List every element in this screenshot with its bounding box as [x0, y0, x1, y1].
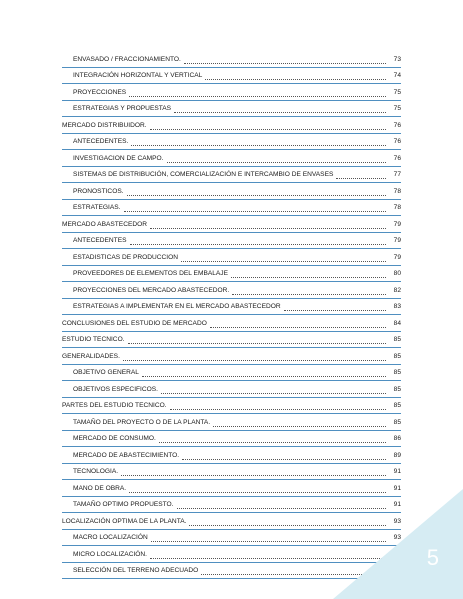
toc-entry-page: 82 — [393, 286, 401, 294]
toc-dot-leader — [336, 178, 386, 179]
toc-entry-title: MANO DE OBRA. — [73, 484, 127, 492]
toc-entry-page: 74 — [393, 72, 401, 80]
toc-entry[interactable] — [62, 68, 401, 85]
toc-entry-page: 73 — [393, 55, 401, 63]
toc-entry-title: ANTECEDENTES — [73, 237, 127, 245]
toc-entry-page: 85 — [393, 418, 401, 426]
corner-decoration — [333, 489, 463, 599]
toc-entry[interactable] — [62, 398, 401, 415]
toc-entry-title: ANTECEDENTES. — [73, 138, 129, 146]
toc-entry[interactable] — [62, 348, 401, 365]
toc-entry-title: ENVASADO / FRACCIONAMIENTO. — [73, 55, 181, 63]
toc-entry[interactable] — [62, 134, 401, 151]
toc-entry[interactable] — [62, 84, 401, 101]
toc-entry-title: TAMAÑO DEL PROYECTO O DE LA PLANTA. — [73, 418, 211, 426]
toc-entry[interactable] — [62, 183, 401, 200]
toc-entry-title: MACRO LOCALIZACIÓN — [73, 534, 148, 542]
toc-dot-leader — [150, 228, 386, 229]
toc-entry[interactable] — [62, 464, 401, 481]
toc-dot-leader — [210, 327, 386, 328]
toc-entry-title: ESTADISTICAS DE PRODUCCION — [73, 253, 179, 261]
toc-entry[interactable] — [62, 299, 401, 316]
toc-entry[interactable] — [62, 414, 401, 431]
toc-entry-title: SISTEMAS DE DISTRIBUCIÓN, COMERCIALIZACIÓN E INTERCAMBIO DE ENVASES — [73, 171, 334, 179]
toc-entry-page: 76 — [393, 138, 401, 146]
toc-entry-page: 77 — [393, 171, 401, 179]
toc-entry-page: 91 — [393, 468, 401, 476]
toc-dot-leader — [174, 112, 386, 113]
toc-entry-page: 78 — [393, 187, 401, 195]
toc-entry-page: 84 — [393, 319, 401, 327]
toc-entry-page: 86 — [393, 435, 401, 443]
toc-dot-leader — [127, 195, 386, 196]
toc-entry[interactable] — [62, 200, 401, 217]
toc-entry[interactable] — [62, 381, 401, 398]
toc-entry[interactable] — [62, 101, 401, 118]
toc-dot-leader — [181, 261, 386, 262]
toc-entry-page: 83 — [393, 303, 401, 311]
toc-dot-leader — [213, 426, 386, 427]
toc-entry[interactable] — [62, 167, 401, 184]
toc-entry-title: ESTRATEGIAS. — [73, 204, 121, 212]
toc-entry[interactable] — [62, 233, 401, 250]
toc-dot-leader — [129, 96, 386, 97]
toc-entry-title: TECNOLOGIA. — [73, 468, 119, 476]
toc-entry-page: 85 — [393, 336, 401, 344]
toc-entry-page: 75 — [393, 88, 401, 96]
toc-entry-title: ESTUDIO TECNICO. — [62, 336, 125, 344]
toc-entry-title: INTEGRACIÓN HORIZONTAL Y VERTICAL — [73, 72, 203, 80]
toc-entry-title: MERCADO ABASTECEDOR — [62, 220, 148, 228]
toc-entry[interactable] — [62, 51, 401, 68]
toc-dot-leader — [150, 129, 386, 130]
toc-dot-leader — [170, 409, 386, 410]
toc-dot-leader — [130, 244, 387, 245]
toc-dot-leader — [184, 63, 386, 64]
toc-entry-title: PROVEEDORES DE ELEMENTOS DEL EMBALAJE — [73, 270, 228, 278]
toc-entry-page: 79 — [393, 253, 401, 261]
toc-entry[interactable] — [62, 282, 401, 299]
toc-entry-title: ESTRATEGIAS Y PROPUESTAS — [73, 105, 172, 113]
toc-entry-title: MICRO LOCALIZACIÓN. — [73, 550, 148, 558]
toc-entry-page: 91 — [393, 501, 401, 509]
toc-dot-leader — [284, 310, 386, 311]
toc-dot-leader — [131, 145, 386, 146]
toc-entry-page: 85 — [393, 369, 401, 377]
toc-entry-page: 79 — [393, 220, 401, 228]
toc-dot-leader — [159, 442, 386, 443]
toc-entry-title: GENERALIDADES. — [62, 352, 120, 360]
toc-entry-title: PARTES DEL ESTUDIO TECNICO. — [62, 402, 167, 410]
page-number: 5 — [426, 545, 439, 570]
toc-entry-title: PROYECCIONES — [73, 88, 127, 96]
toc-entry-title: MERCADO DISTRIBUIDOR. — [62, 121, 147, 129]
toc-entry-page: 78 — [393, 204, 401, 212]
toc-entry-page: 76 — [393, 154, 401, 162]
toc-entry-title: INVESTIGACION DE CAMPO. — [73, 154, 164, 162]
toc-entry-page: 85 — [393, 352, 401, 360]
toc-entry-title: SELECCIÓN DEL TERRENO ADECUADO — [73, 567, 199, 575]
toc-entry-title: MERCADO DE ABASTECIMIENTO. — [73, 451, 180, 459]
toc-entry-title: ESTRATEGIAS A IMPLEMENTAR EN EL MERCADO ABASTECEDOR — [73, 303, 281, 311]
toc-entry-title: LOCALIZACIÓN OPTIMA DE LA PLANTA. — [62, 517, 187, 525]
toc-entry-title: MERCADO DE CONSUMO. — [73, 435, 156, 443]
toc-entry-page: 93 — [393, 534, 401, 542]
toc-dot-leader — [232, 294, 386, 295]
toc-entry-title: PROYECCIONES DEL MERCADO ABASTECEDOR. — [73, 286, 230, 294]
toc-dot-leader — [142, 376, 386, 377]
toc-dot-leader — [231, 277, 386, 278]
toc-entry[interactable] — [62, 332, 401, 349]
toc-dot-leader — [121, 475, 386, 476]
toc-entry-title: OBJETIVO GENERAL — [73, 369, 139, 377]
toc-entry-page: 76 — [393, 121, 401, 129]
toc-dot-leader — [124, 211, 386, 212]
toc-entry-page: 75 — [393, 105, 401, 113]
toc-entry[interactable] — [62, 431, 401, 448]
toc-entry-title: PRONOSTICOS. — [73, 187, 124, 195]
toc-dot-leader — [205, 79, 386, 80]
toc-entry-page: 79 — [393, 237, 401, 245]
toc-entry[interactable] — [62, 365, 401, 382]
toc-entry-page: 93 — [393, 517, 401, 525]
toc-dot-leader — [161, 393, 386, 394]
toc-entry-page: 91 — [393, 484, 401, 492]
toc-entry[interactable] — [62, 447, 401, 464]
toc-entry[interactable] — [62, 266, 401, 283]
toc-entry[interactable] — [62, 315, 401, 332]
toc-dot-leader — [182, 459, 386, 460]
toc-entry[interactable] — [62, 150, 401, 167]
toc-entry-title: OBJETIVOS ESPECIFICOS. — [73, 385, 159, 393]
toc-entry-title: TAMAÑO OPTIMO PROPUESTO. — [73, 501, 174, 509]
toc-entry[interactable] — [62, 249, 401, 266]
toc-dot-leader — [123, 360, 386, 361]
toc-entry-page: 80 — [393, 270, 401, 278]
toc-dot-leader — [128, 343, 386, 344]
toc-entry[interactable] — [62, 117, 401, 134]
toc-dot-leader — [167, 162, 387, 163]
corner-triangle — [333, 489, 463, 599]
toc-entry-page: 85 — [393, 402, 401, 410]
toc-entry-page: 89 — [393, 451, 401, 459]
toc-entry-page: 85 — [393, 385, 401, 393]
toc-entry[interactable] — [62, 216, 401, 233]
toc-entry-title: CONCLUSIONES DEL ESTUDIO DE MERCADO — [62, 319, 207, 327]
